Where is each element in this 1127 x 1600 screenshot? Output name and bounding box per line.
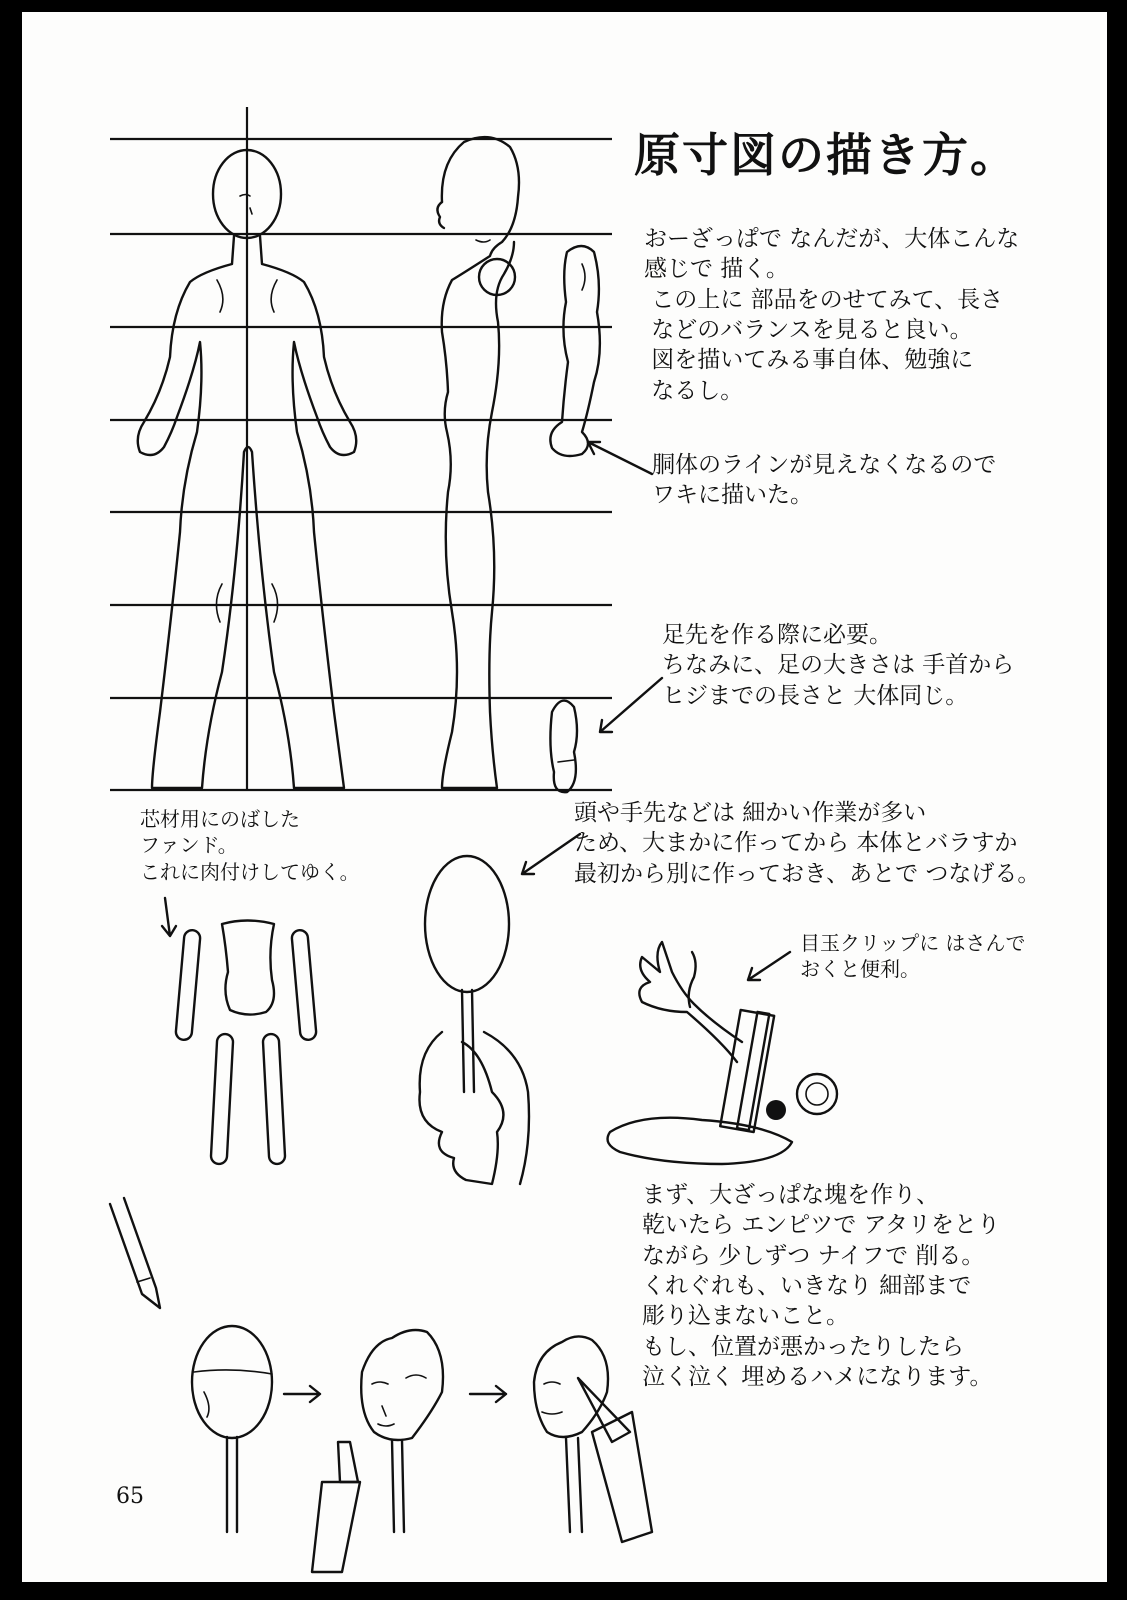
arrow-stage-2-to-3 — [470, 1386, 506, 1402]
pencil-drawing — [110, 1198, 160, 1308]
page-title: 原寸図の描き方。 — [634, 128, 1018, 182]
carving-stage-1 — [192, 1326, 272, 1532]
head-detail-note: 頭や手先などは 細かい作業が多い ため、大まかに作ってから 本体とバラすか 最初から別に作っておき、あとで つなげる。 — [574, 800, 1041, 887]
clip-note-arrow — [748, 952, 790, 980]
core-note-arrow — [162, 898, 176, 936]
arrow-stage-1-to-2 — [284, 1386, 320, 1402]
epoxy-core-pieces — [175, 921, 317, 1165]
head-note-arrow — [522, 834, 580, 874]
arm-note-arrow — [588, 442, 652, 474]
proportion-guide-lines — [110, 107, 612, 790]
arm-drawing — [550, 246, 600, 456]
foot-sole-drawing — [550, 701, 577, 793]
foot-note-arrow — [600, 678, 662, 732]
head-on-stick-drawing — [419, 856, 529, 1184]
arm-note: 胴体のラインが見えなくなるので ワキに描いた。 — [652, 452, 997, 509]
intro-note: おーざっぱで なんだが、大体こんな 感じで 描く。 この上に 部品をのせてみて、長さ などのバランスを見ると良い。 図を描いてみる事自体、勉強に なるし。 — [644, 226, 1020, 404]
clip-note: 目玉クリップに はさんで おくと便利。 — [800, 931, 1026, 982]
carving-stage-3 — [534, 1336, 652, 1542]
page-number: 65 — [116, 1484, 144, 1509]
carving-stage-2 — [312, 1330, 443, 1572]
foot-note: 足先を作る際に必要。 ちなみに、足の大きさは 手首から ヒジまでの長さと 大体同じ。 — [662, 622, 1015, 709]
manga-page-sheet — [22, 12, 1107, 1582]
core-material-note: 芯材用にのばした ファンド。 これに肉付けしてゆく。 — [140, 807, 360, 884]
carving-note: まず、大ざっぱな塊を作り、 乾いたら エンピツで アタリをとり ながら 少しずつ ナイフで 削る。 くれぐれも、いきなり 細部まで 彫り込まないこと。 もし、位置が悪かったりしたら 泣く泣く 埋めるハメになります。 — [642, 1182, 1001, 1391]
